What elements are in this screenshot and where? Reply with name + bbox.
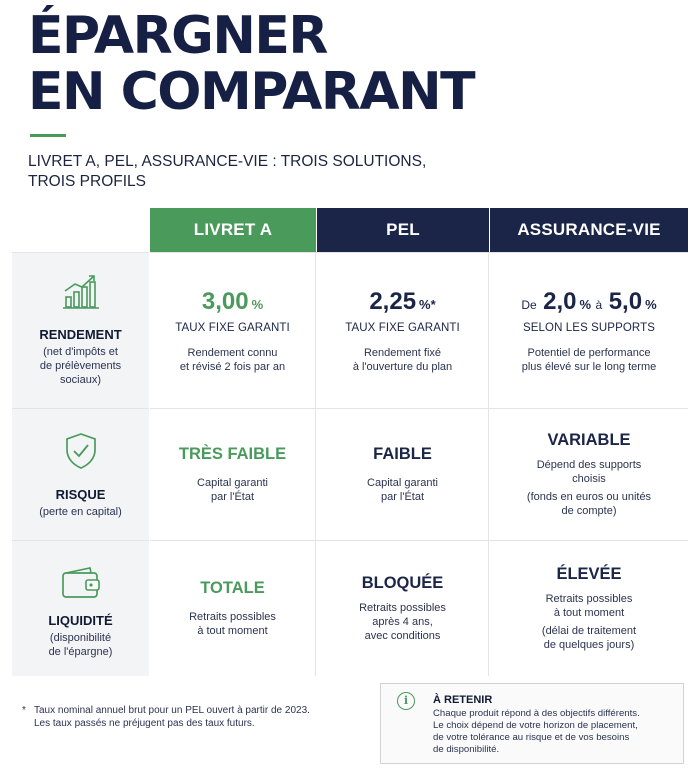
- rendement-av-value-2: 5,0: [608, 287, 643, 315]
- title-line-1: ÉPARGNER: [28, 6, 327, 66]
- risque-pel-desc: [367, 476, 438, 504]
- cell-risque-livret: [150, 409, 316, 540]
- cell-rendement-av: [490, 253, 688, 408]
- liquidite-livret-desc: [189, 610, 276, 638]
- rendement-av-desc-1: Potentiel de performance: [527, 346, 651, 359]
- row-rendement: [150, 252, 688, 408]
- rendement-av-unit-1: %: [579, 296, 592, 312]
- header-pel: PEL: [317, 208, 489, 252]
- shield-check-icon: [63, 431, 99, 471]
- risque-pel-desc-1: Capital garanti: [367, 477, 438, 489]
- page-title: [28, 8, 628, 120]
- rendement-sub-2: de prélèvements: [39, 360, 122, 372]
- a-retenir-line-2: Le choix dépend de votre horizon de placement,: [433, 720, 638, 731]
- a-retenir-title: À RETENIR: [433, 694, 493, 706]
- liquidite-av-desc-4: de quelques jours): [543, 639, 635, 651]
- rendement-livret-caps: TAUX FIXE GARANTI: [175, 321, 290, 334]
- cell-rendement-livret: [150, 253, 316, 408]
- risque-livret-desc: [197, 476, 268, 504]
- rendement-av-value-1: 2,0: [543, 287, 577, 315]
- rendement-livret-value: 3,00: [201, 287, 249, 315]
- cell-liquidite-pel: [317, 541, 489, 676]
- liquidite-av-desc-2: à tout moment: [553, 607, 625, 619]
- cell-liquidite-av: [490, 541, 688, 676]
- liquidite-pel-desc-1: Retraits possibles: [359, 602, 446, 614]
- liquidite-livret-desc-1: Retraits possibles: [189, 611, 276, 623]
- rendement-livret-desc: [180, 346, 285, 374]
- liquidite-pel-desc: [359, 601, 446, 643]
- risque-sub-1: (perte en capital): [39, 506, 122, 518]
- subtitle-line-2: TROIS PROFILS: [28, 173, 146, 190]
- rendement-pel-caps: TAUX FIXE GARANTI: [345, 321, 460, 334]
- subtitle: [28, 152, 498, 192]
- rendement-livret-desc-2: et révisé 2 fois par an: [179, 360, 286, 373]
- rendement-av-mid: à: [595, 297, 603, 312]
- risque-pel-desc-2: par l'État: [380, 491, 425, 503]
- risque-livret-desc-2: par l'État: [210, 491, 255, 503]
- footnote-star: *: [22, 705, 26, 716]
- rendement-title: RENDEMENT: [39, 327, 122, 342]
- liquidite-pel-desc-3: avec conditions: [364, 630, 441, 642]
- liquidite-pel-desc-2: après 4 ans,: [372, 616, 433, 628]
- subtitle-bold: LIVRET A, PEL, ASSURANCE-VIE :: [28, 153, 277, 170]
- rendement-pel-desc-1: Rendement fixé: [363, 346, 442, 359]
- liquidite-title: LIQUIDITÉ: [48, 613, 113, 628]
- cell-risque-av: [490, 409, 688, 540]
- accent-rule: [30, 134, 66, 137]
- risque-livret-desc-1: Capital garanti: [197, 477, 268, 489]
- risque-livret-value: TRÈS FAIBLE: [178, 445, 287, 463]
- wallet-icon: [60, 565, 102, 601]
- a-retenir-box: [380, 683, 684, 764]
- row-label-liquidite: [12, 540, 149, 676]
- row-risque: [150, 408, 688, 540]
- rendement-pel-desc-2: à l'ouverture du plan: [352, 360, 453, 373]
- a-retenir-line-4: de disponibilité.: [433, 744, 500, 755]
- a-retenir-line-1: Chaque produit répond à des objectifs différents.: [433, 708, 640, 719]
- subtitle-rest: TROIS SOLUTIONS,: [276, 153, 427, 170]
- header-livret-a: LIVRET A: [150, 208, 316, 252]
- liquidite-av-desc-3: (délai de traitement: [541, 625, 637, 637]
- liquidite-av-value: ÉLEVÉE: [556, 565, 622, 583]
- rendement-sub-3: sociaux): [60, 374, 101, 386]
- risque-title: RISQUE: [55, 487, 106, 502]
- rendement-sub-1: (net d'impôts et: [43, 346, 118, 358]
- rendement-av-desc: [522, 346, 657, 374]
- a-retenir-body: [433, 708, 677, 756]
- rendement-av-unit-2: %: [645, 296, 657, 312]
- liquidite-livret-value: TOTALE: [200, 579, 265, 597]
- rendement-pel-desc: [353, 346, 452, 374]
- footnote-line-2: Les taux passés ne préjugent pas des taux futurs.: [34, 718, 255, 729]
- cell-liquidite-livret: [150, 541, 316, 676]
- title-line-2: EN COMPARANT: [28, 62, 475, 122]
- liquidite-av-desc: [542, 592, 636, 652]
- cell-risque-pel: [317, 409, 489, 540]
- risque-av-desc-3: (fonds en euros ou unités: [526, 491, 652, 503]
- risque-av-desc-4: de compte): [561, 505, 617, 517]
- liquidite-sub-1: (disponibilité: [49, 632, 112, 644]
- risque-av-desc-1: Dépend des supports: [536, 459, 642, 471]
- rendement-av-pre: De: [521, 297, 537, 312]
- risque-av-desc-2: choisis: [572, 473, 606, 485]
- risque-av-desc: [527, 458, 651, 518]
- cell-rendement-pel: [317, 253, 489, 408]
- bar-chart-growth-icon: [61, 273, 101, 311]
- risque-pel-value: FAIBLE: [373, 445, 432, 463]
- rendement-pel-value: 2,25: [369, 287, 417, 315]
- footnote-line-1: Taux nominal annuel brut pour un PEL ouvert à partir de 2023.: [34, 705, 310, 716]
- a-retenir-line-3: de votre tolérance au risque et de vos besoins: [433, 732, 630, 743]
- info-icon: i: [397, 692, 415, 710]
- row-liquidite: [150, 540, 688, 676]
- liquidite-livret-desc-2: à tout moment: [197, 625, 268, 637]
- row-label-risque: [12, 408, 149, 540]
- liquidite-av-desc-1: Retraits possibles: [545, 593, 633, 605]
- rendement-livret-desc-1: Rendement connu: [187, 346, 278, 359]
- liquidite-sub-2: de l'épargne): [48, 646, 113, 658]
- footnote: [24, 704, 354, 730]
- rendement-av-desc-2: plus élevé sur le long terme: [521, 360, 657, 373]
- risque-av-value: VARIABLE: [547, 431, 631, 449]
- comparison-table: [12, 208, 688, 676]
- header-assurance-vie: ASSURANCE-VIE: [490, 208, 688, 252]
- row-label-rendement: [12, 252, 149, 408]
- rendement-livret-unit: %: [251, 296, 264, 312]
- rendement-pel-unit: %*: [419, 296, 436, 312]
- liquidite-pel-value: BLOQUÉE: [361, 574, 444, 592]
- rendement-av-caps: SELON LES SUPPORTS: [523, 321, 655, 334]
